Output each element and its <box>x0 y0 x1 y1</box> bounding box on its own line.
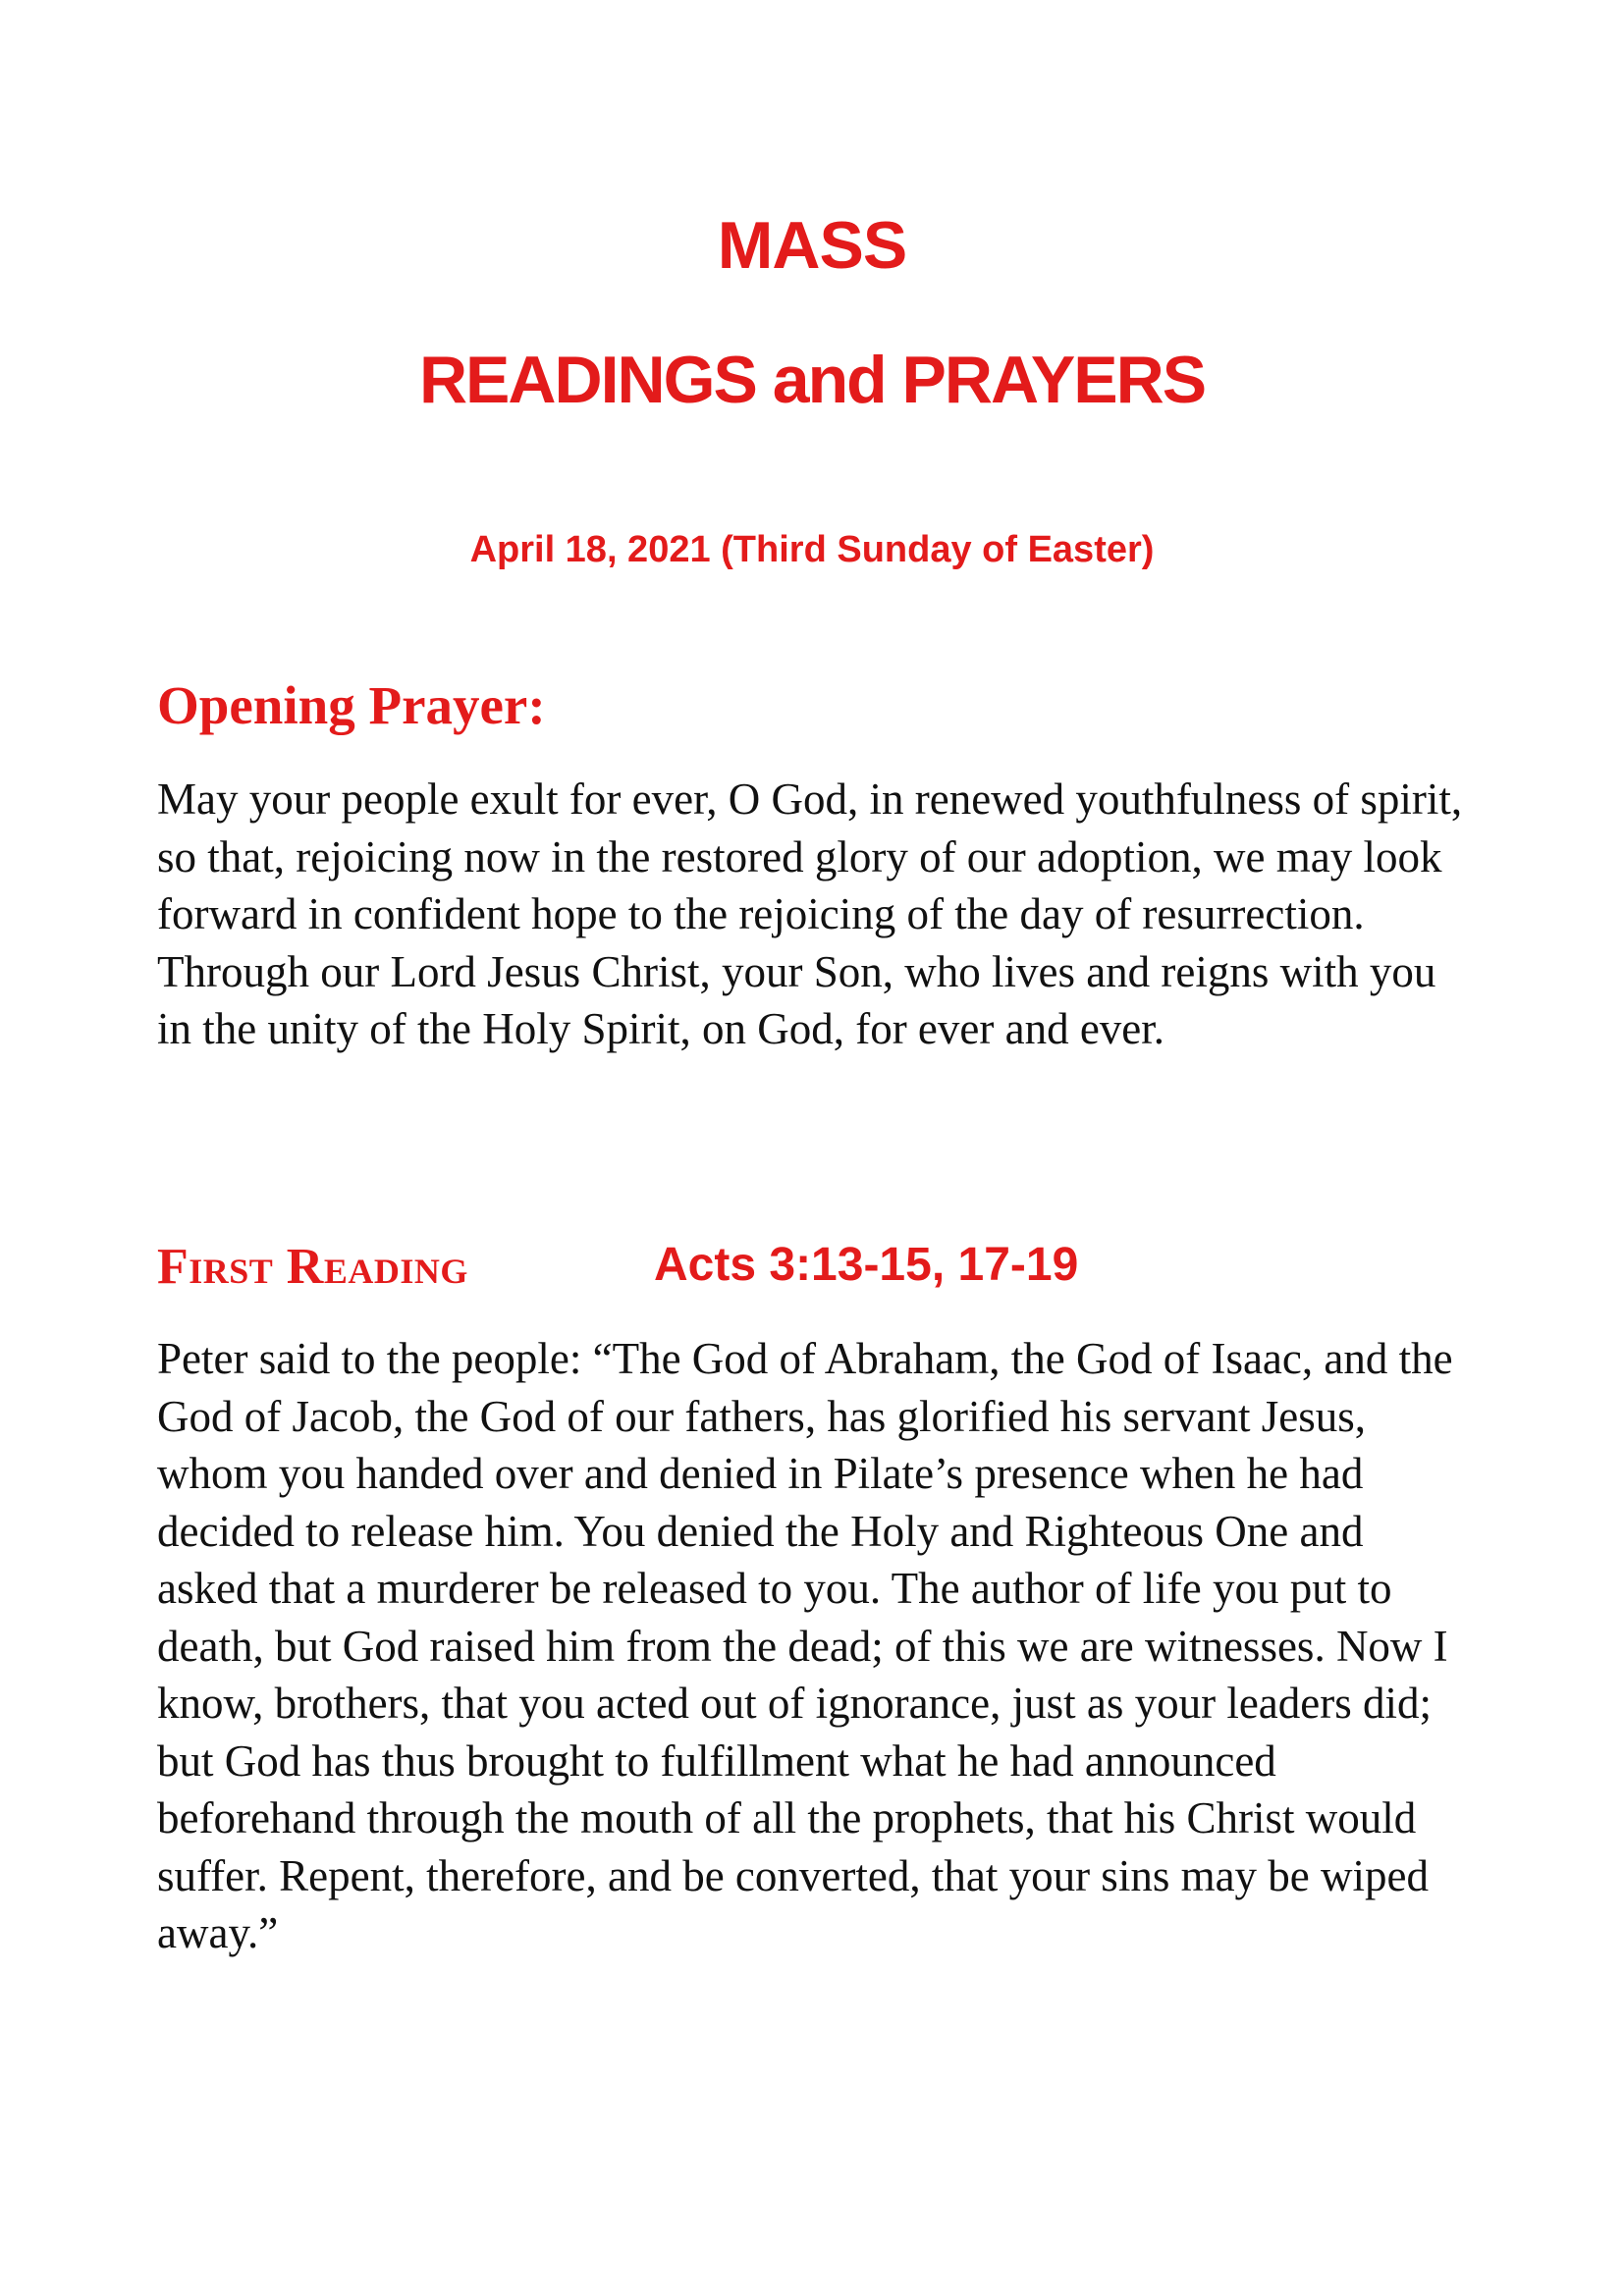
opening-prayer-text: May your people exult for ever, O God, in renewed youthfulness of spirit, so that, rejoicing now in the restored glory of our adoption, we may look forward in confident hope to the rejoicing of the day of resurrection. Through our Lord Jesus Christ, your Son, who lives and reigns with you in the unity of the Holy Spirit, on God, for ever and ever. <box>157 774 1463 1053</box>
first-reading-citation: Acts 3:13-15, 17-19 <box>654 1239 1079 1291</box>
mass-date: April 18, 2021 (Third Sunday of Easter) <box>469 529 1155 570</box>
first-reading-text: Peter said to the people: “The God of Abraham, the God of Isaac, and the God of Jacob, the God of our fathers, has glorified his servant Jesus, whom you handed over and denied in Pilate’s presence when he had decided to release him. You denied the Holy and Righteous One and asked that a murderer be released to you. The author of life you put to death, but God raised him from the dead; of this we are witnesses. Now I know, brothers, that you acted out of ignorance, just as your leaders did; but God has thus brought to fulfillment what he had announced beforehand through the mouth of all the prophets, that his Christ would suffer. Repent, therefore, and be converted, that your sins may be wiped away.” <box>157 1334 1453 1957</box>
first-reading-header <box>157 1234 1473 1299</box>
opening-prayer-heading: Opening Prayer: <box>157 675 546 735</box>
page-subtitle: READINGS and PRAYERS <box>418 343 1206 417</box>
first-reading-label: First Reading <box>157 1239 468 1295</box>
page-title: MASS <box>717 208 907 283</box>
